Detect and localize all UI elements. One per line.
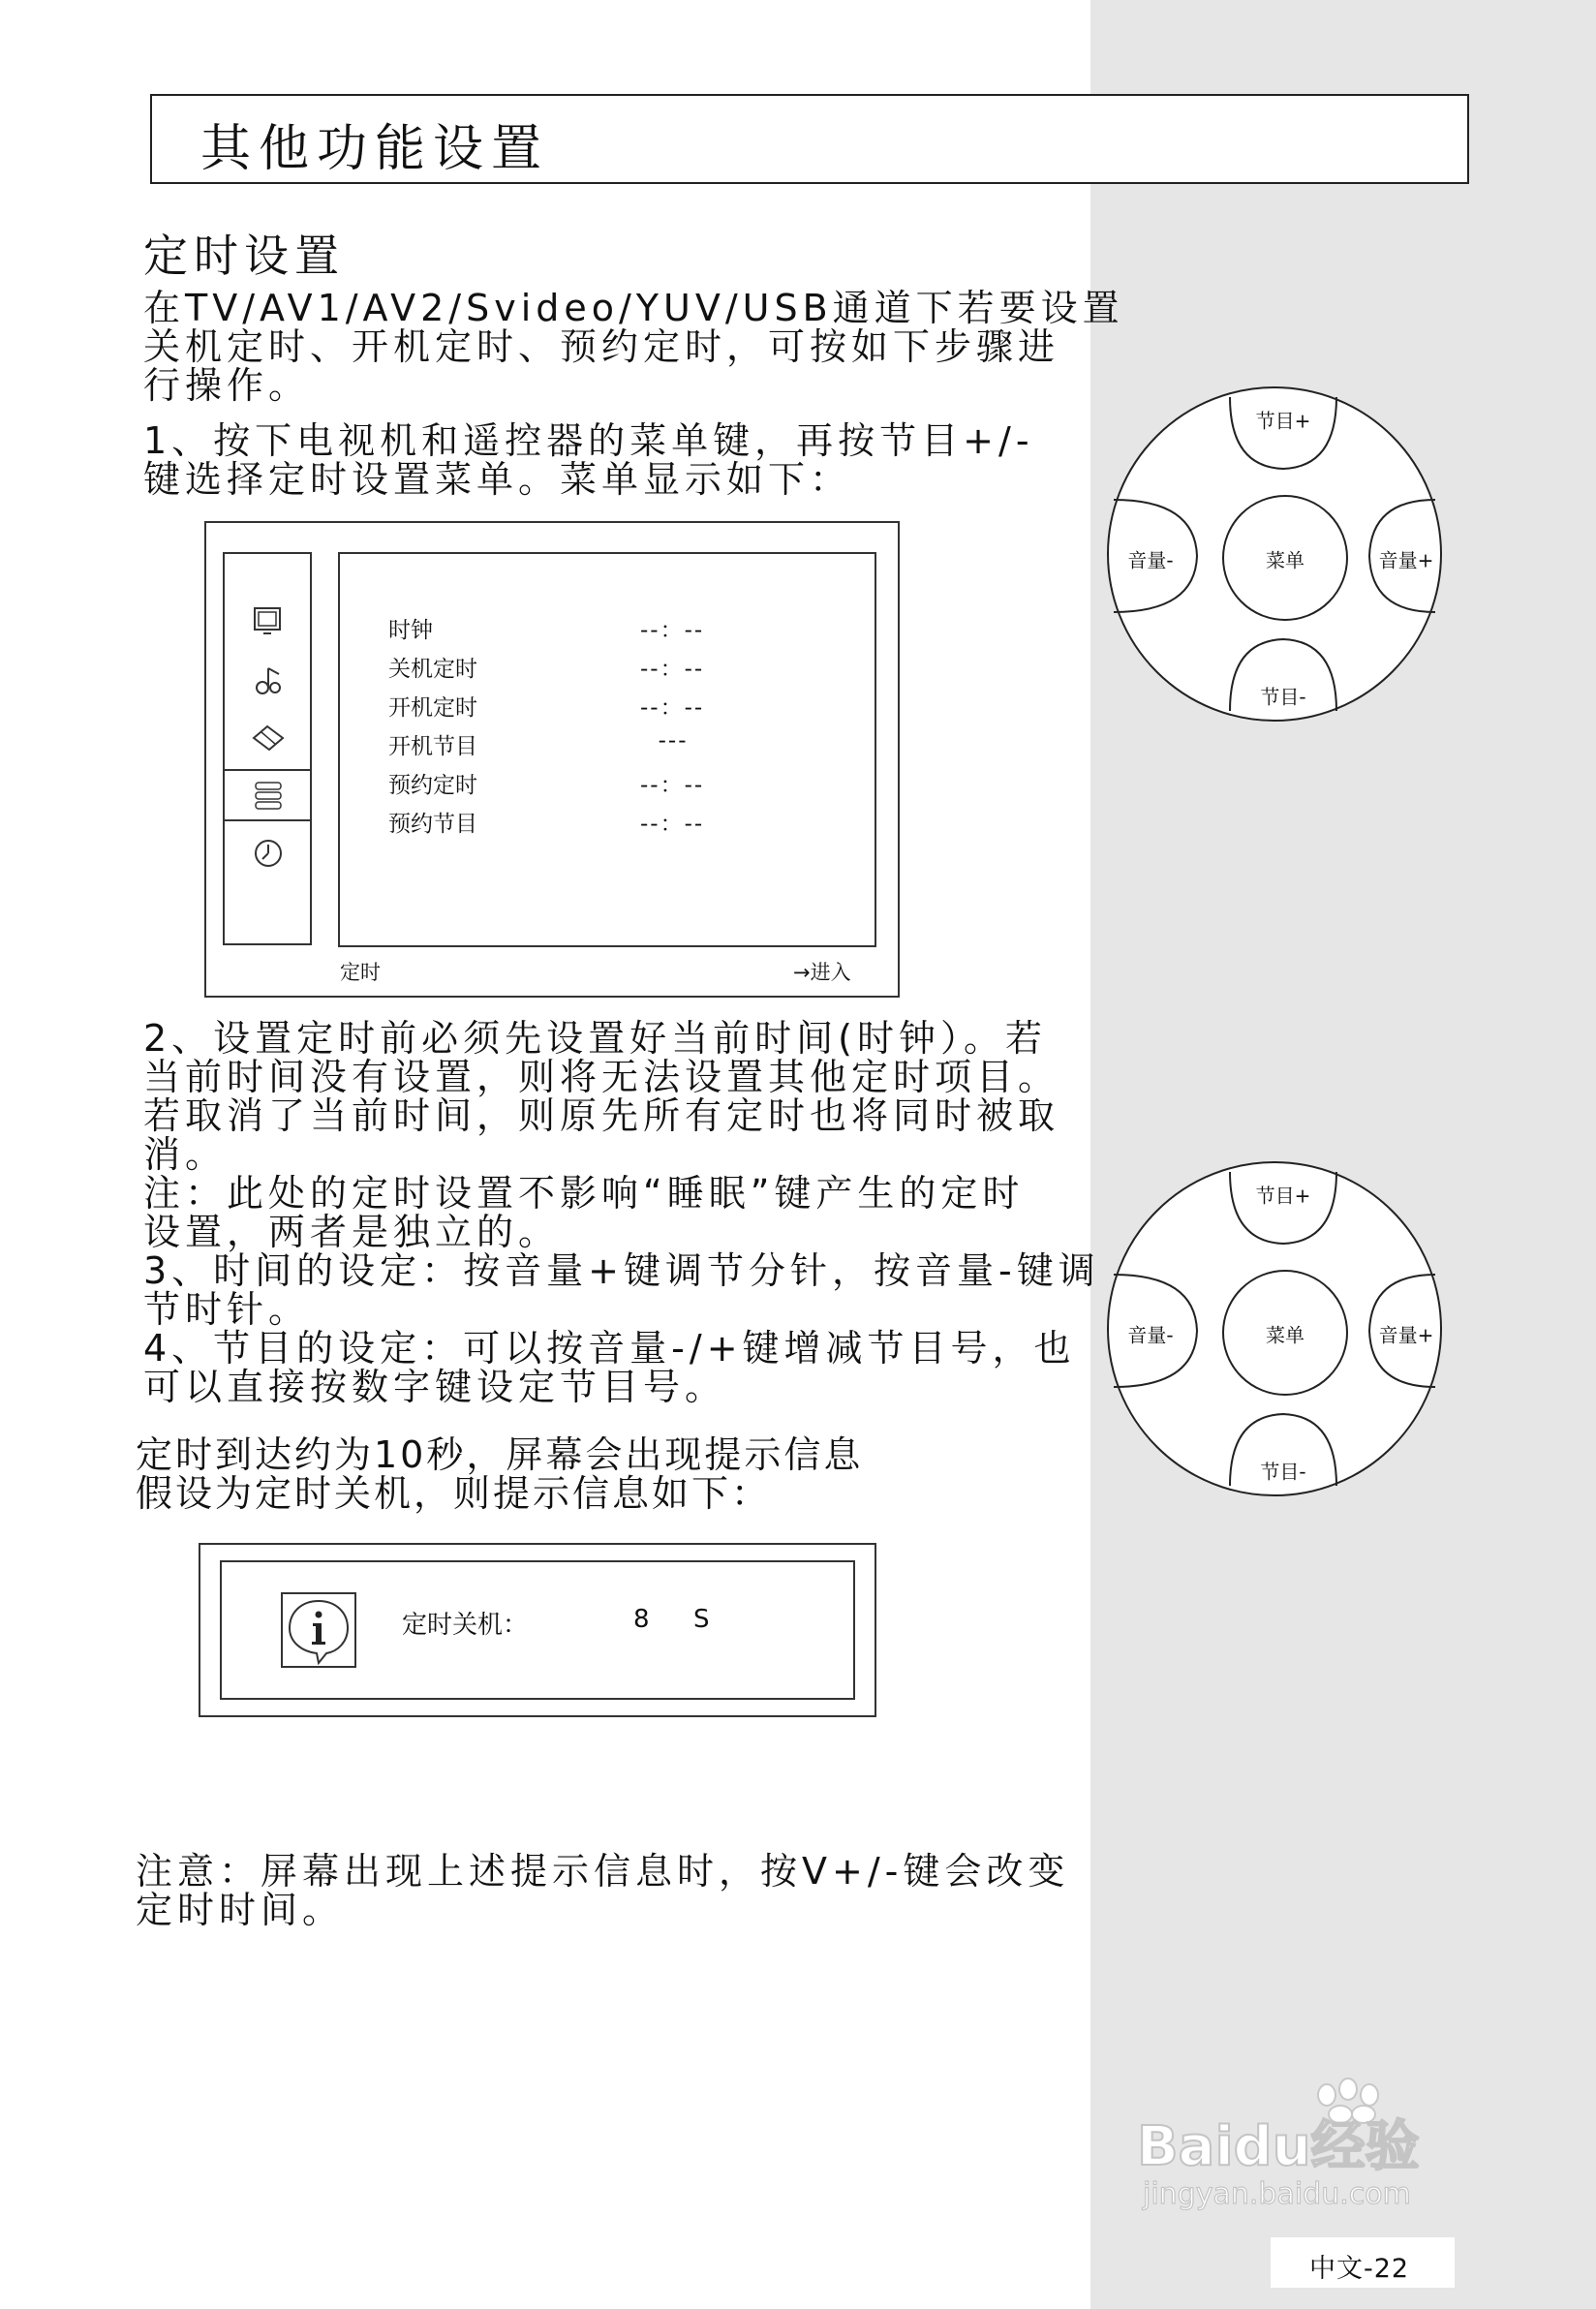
- timer-info-popup: [199, 1543, 876, 1717]
- remote-keypad-diagram: [1106, 1160, 1443, 1497]
- intro-line: 关机定时、开机定时、预约定时，可按如下步骤进: [143, 325, 1060, 368]
- remote-keypad-diagram: [1106, 385, 1443, 723]
- menu-row-value: ---: [640, 728, 689, 754]
- note-line: 注意：屏幕出现上述提示信息时，按V+/-键会改变: [136, 1850, 1070, 1893]
- timer-alert-line: 假设为定时关机，则提示信息如下：: [136, 1472, 772, 1515]
- baidu-watermark-logo: [1133, 2068, 1516, 2213]
- step1-line: 1、按下电视机和遥控器的菜单键，再按节目+/-: [143, 419, 1034, 462]
- menu-row-label: 预约节目: [388, 812, 477, 837]
- menu-footer-enter-hint: →进入: [793, 961, 851, 984]
- volume-up-key[interactable]: 音量+: [1378, 548, 1434, 572]
- step3-line: 节时针。: [143, 1288, 311, 1331]
- watermark-url-text: jingyan.baidu.com: [1143, 2177, 1411, 2211]
- volume-down-key[interactable]: 音量-: [1127, 548, 1174, 572]
- clock-icon: [250, 835, 287, 872]
- page-header: [150, 94, 1469, 184]
- timer-off-unit: S: [693, 1605, 710, 1634]
- timer-off-seconds: 8: [633, 1605, 650, 1634]
- menu-row-reserve-program[interactable]: [388, 806, 853, 841]
- step3-line: 3、时间的设定：按音量+键调节分针，按音量-键调: [143, 1249, 1100, 1292]
- step4-line: 4、节目的设定：可以按音量-/+键增减节目号，也: [143, 1327, 1076, 1370]
- menu-row-value: --：--: [640, 695, 705, 721]
- setup-diamond-icon: [250, 719, 287, 755]
- menu-row-on-program[interactable]: [388, 728, 853, 763]
- intro-line: 行操作。: [143, 364, 311, 407]
- timer-alert-line: 定时到达约为10秒，屏幕会出现提示信息: [136, 1433, 864, 1476]
- menu-row-label: 开机定时: [388, 695, 477, 721]
- note-line: 设置，两者是独立的。: [143, 1211, 561, 1253]
- menu-row-value: --：--: [640, 773, 705, 798]
- step2-line: 2、设置定时前必须先设置好当前时间(时钟）。若: [143, 1017, 1048, 1060]
- timer-off-label: 定时关机：: [402, 1611, 529, 1640]
- page-number: 中文-22: [1309, 2254, 1410, 2284]
- menu-row-label: 开机节目: [388, 734, 477, 759]
- channel-up-key[interactable]: 节目+: [1255, 409, 1311, 433]
- step2-line: 消。: [143, 1133, 228, 1176]
- menu-row-off-timer[interactable]: [388, 651, 853, 686]
- page-number-box: [1271, 2237, 1455, 2288]
- timer-info-popup-inner: [220, 1560, 855, 1700]
- step4-line: 可以直接按数字键设定节目号。: [143, 1366, 727, 1408]
- menu-key[interactable]: 菜单: [1266, 1323, 1304, 1347]
- menu-footer-title: 定时: [340, 961, 381, 984]
- intro-line: 在TV/AV1/AV2/Svideo/YUV/USB通道下若要设置: [143, 287, 1124, 329]
- volume-down-key[interactable]: 音量-: [1127, 1323, 1174, 1347]
- page-title: 其他功能设置: [200, 120, 550, 178]
- timer-list-icon: [250, 777, 287, 814]
- menu-row-label: 关机定时: [388, 657, 477, 682]
- right-sidebar-background: [1090, 0, 1596, 2309]
- menu-row-on-timer[interactable]: [388, 690, 853, 724]
- step2-line: 若取消了当前时间，则原先所有定时也将同时被取: [143, 1094, 1060, 1137]
- info-icon: [280, 1591, 357, 1669]
- sound-note-icon: [250, 662, 287, 699]
- menu-key[interactable]: 菜单: [1266, 548, 1304, 572]
- note-line: 注：此处的定时设置不影响“睡眠”键产生的定时: [143, 1172, 1025, 1215]
- note-line: 定时时间。: [136, 1889, 345, 1931]
- section-title: 定时设置: [143, 230, 345, 282]
- watermark-logo-text: Baidu经验: [1137, 2115, 1420, 2178]
- step2-line: 当前时间没有设置，则将无法设置其他定时项目。: [143, 1056, 1060, 1098]
- channel-down-key[interactable]: 节目-: [1260, 685, 1306, 709]
- menu-row-label: 时钟: [388, 618, 433, 643]
- menu-row-value: --：--: [640, 657, 705, 682]
- tv-picture-icon: [250, 602, 287, 639]
- step1-line: 键选择定时设置菜单。菜单显示如下：: [143, 458, 852, 501]
- menu-row-label: 预约定时: [388, 773, 477, 798]
- menu-row-reserve-timer[interactable]: [388, 767, 853, 802]
- menu-row-clock[interactable]: [388, 612, 853, 647]
- menu-row-value: --：--: [640, 812, 705, 837]
- channel-up-key[interactable]: 节目+: [1255, 1184, 1311, 1208]
- channel-down-key[interactable]: 节目-: [1260, 1460, 1306, 1484]
- timer-menu-panel: [338, 552, 876, 947]
- timer-menu-screen: [204, 521, 900, 998]
- menu-icon-column: [223, 552, 312, 945]
- volume-up-key[interactable]: 音量+: [1378, 1323, 1434, 1347]
- menu-row-value: --：--: [640, 618, 705, 643]
